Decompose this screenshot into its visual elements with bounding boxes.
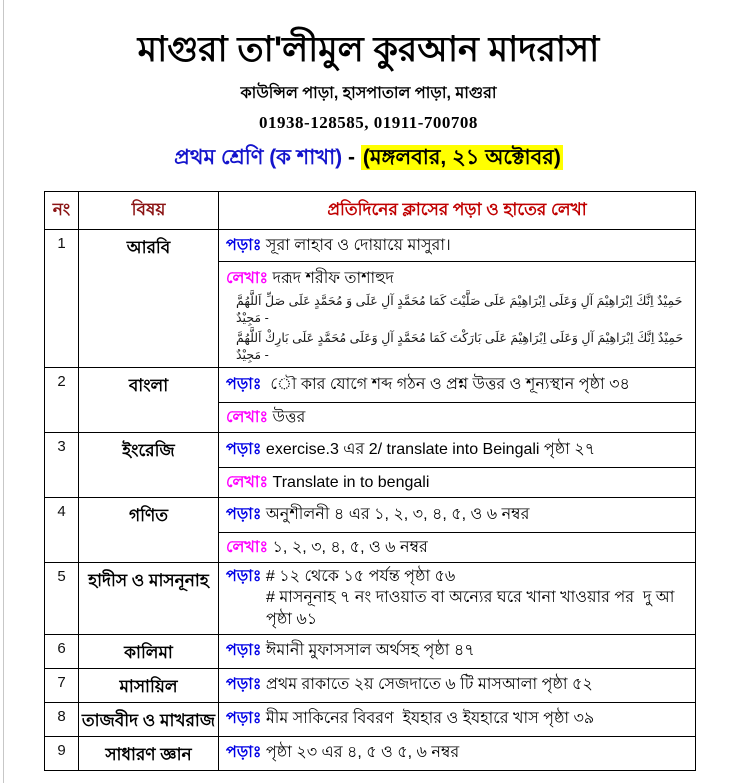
- pora-label: পড়াঃ: [226, 710, 262, 728]
- lekha-text: দরূদ শরীফ তাশাহুদ: [272, 270, 394, 288]
- table-row: [45, 432, 696, 467]
- row-number: 6: [45, 634, 79, 668]
- pora-label: পড়াঃ: [226, 376, 262, 394]
- table-row: [45, 230, 696, 262]
- pora-text: ঈমানী মুফাসসাল অর্থসহ পৃষ্ঠা ৪৭: [265, 642, 475, 660]
- pora-cell: [219, 634, 696, 668]
- pora-label: পড়াঃ: [226, 441, 262, 459]
- table-header-row: [45, 192, 696, 230]
- pora-text: exercise.3 এর 2/ translate into Beingali পৃষ্ঠা ২৭: [265, 441, 596, 459]
- pora-cell: [219, 736, 696, 770]
- subject-name: তাজবীদ ও মাখরাজ: [79, 702, 219, 736]
- row-number: 2: [45, 367, 79, 432]
- lekha-cell: [219, 532, 696, 562]
- row-number: 5: [45, 562, 79, 634]
- pora-text: সূরা লাহাব ও দোয়ায়ে মাসুরা।: [265, 236, 451, 254]
- row-number: 4: [45, 497, 79, 562]
- arabic-dua-line-2: اَللَّهُمَّ بَارِكْ عَلَى مُحَمَّدٍ وَعَلَى آلِ مُحَمَّدٍ كَمَا بَارَكْتَ عَلَى اِبْرَاهِيْمَ وَعَلَى آلِ اِبْرَاهِيْمَ اِنَّكَ حَمِيْدٌ مَجِيْدٌ -: [236, 330, 684, 362]
- pora-text: # ১২ থেকে ১৫ পর্যন্ত পৃষ্ঠা ৫৬: [265, 567, 456, 585]
- table-row: [45, 736, 696, 770]
- subject-name: সাধারণ জ্ঞান: [79, 736, 219, 770]
- subject-name: হাদীস ও মাসনূনাহ: [79, 562, 219, 634]
- class-and-date-line: [0, 141, 737, 176]
- table-row: [45, 702, 696, 736]
- row-number: 7: [45, 668, 79, 702]
- pora-label: পড়াঃ: [226, 236, 262, 254]
- pora-text-line2: # মাসনূনাহ ৭ নং দাওয়াত বা অন্যের ঘরে খানা খাওয়ার পর দু আ পৃষ্ঠা ৬১: [266, 589, 679, 629]
- table-row: [45, 497, 696, 532]
- pora-text: অনুশীলনী ৪ এর ১, ২, ৩, ৪, ৫, ও ৬ নম্বর: [265, 506, 530, 524]
- column-header-details: প্রতিদিনের ক্লাসের পড়া ও হাতের লেখা: [219, 192, 696, 230]
- lekha-text: উত্তর: [272, 408, 306, 426]
- school-address: কাউন্সিল পাড়া, হাসপাতাল পাড়া, মাগুরা: [240, 85, 497, 103]
- class-name: প্রথম শ্রেণি (ক শাখা): [174, 146, 343, 170]
- pora-text: প্রথম রাকাতে ২য় সেজদাতে ৬ টি মাসআলা পৃষ্ঠা ৫২: [265, 676, 593, 694]
- class-date-separator: -: [342, 146, 361, 170]
- pora-text: মীম সাকিনের বিবরণ ইযহার ও ইযহারে খাস পৃষ্ঠা ৩৯: [265, 710, 595, 728]
- column-header-subject: বিষয়: [79, 192, 219, 230]
- pora-label: পড়াঃ: [226, 676, 262, 694]
- arabic-dua-line-1: اَللَّهُمَّ صَلِّ عَلَى مُحَمَّدٍ وَ عَلَى آلِ مُحَمَّدٍ كَمَا صَلَّيْتَ عَلَى اِبْرَاهِيْمَ وَعَلَى آلِ اِبْرَاهِيْمَ اِنَّكَ حَمِيْدٌ مَجِيْدٌ -: [236, 293, 683, 325]
- table-row: [45, 634, 696, 668]
- lekha-cell: [219, 467, 696, 497]
- lekha-label: লেখাঃ: [226, 473, 269, 491]
- document-header: [0, 0, 737, 176]
- pora-cell: [219, 702, 696, 736]
- lesson-schedule-table: [44, 191, 696, 770]
- pora-label: পড়াঃ: [226, 642, 262, 660]
- row-number: 3: [45, 432, 79, 497]
- subject-name: আরবি: [79, 230, 219, 368]
- lekha-label: লেখাঃ: [226, 408, 269, 426]
- subject-name: মাসায়িল: [79, 668, 219, 702]
- page-left-edge-line: [3, 0, 4, 783]
- phone-numbers: 01938-128585, 01911-700708: [259, 113, 478, 133]
- lekha-cell: [219, 402, 696, 432]
- pora-cell: [219, 432, 696, 467]
- row-number: 9: [45, 736, 79, 770]
- column-header-no: নং: [45, 192, 79, 230]
- pora-label: পড়াঃ: [226, 744, 262, 762]
- subject-name: বাংলা: [79, 367, 219, 432]
- pora-cell: [219, 367, 696, 402]
- row-number: 8: [45, 702, 79, 736]
- school-title: মাগুরা তা'লীমুল কুরআন মাদরাসা: [137, 30, 600, 69]
- lekha-text: ১, ২, ৩, ৪, ৫, ও ৬ নম্বর: [272, 538, 428, 556]
- subject-name: কালিমা: [79, 634, 219, 668]
- pora-label: পড়াঃ: [226, 506, 262, 524]
- lekha-cell: [219, 262, 696, 368]
- table-row: [45, 562, 696, 634]
- subject-name: ইংরেজি: [79, 432, 219, 497]
- pora-cell: [219, 668, 696, 702]
- subject-name: গণিত: [79, 497, 219, 562]
- table-row: [45, 367, 696, 402]
- lekha-label: লেখাঃ: [226, 538, 269, 556]
- date-highlight: (মঙ্গলবার, ২১ অক্টোবর): [362, 146, 561, 170]
- table-row: [45, 668, 696, 702]
- pora-cell: [219, 497, 696, 532]
- pora-text: পৃষ্ঠা ২৩ এর ৪, ৫ ও ৫, ৬ নম্বর: [265, 744, 460, 762]
- pora-label: পড়াঃ: [226, 567, 262, 585]
- pora-cell: [219, 230, 696, 262]
- pora-cell: [219, 562, 696, 634]
- lekha-text: Translate in to bengali: [272, 473, 430, 491]
- row-number: 1: [45, 230, 79, 368]
- pora-text: ৌ কার যোগে শব্দ গঠন ও প্রশ্ন উত্তর ও শূন্যস্থান পৃষ্ঠা ৩৪: [265, 376, 630, 394]
- lekha-label: লেখাঃ: [226, 270, 269, 288]
